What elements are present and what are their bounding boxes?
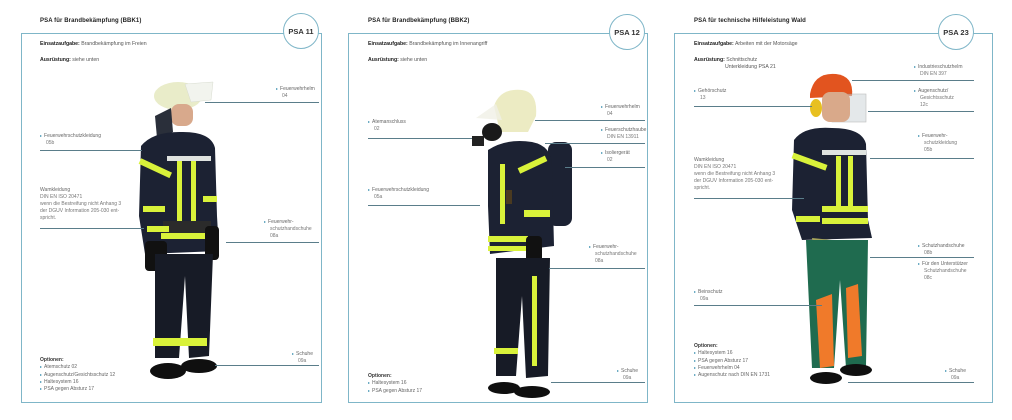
- leader-line: [549, 268, 645, 269]
- leader-line: [205, 102, 319, 103]
- label-augenschutz: ▸ Augenschutz/ Gesichtsschutz 12c: [914, 88, 954, 108]
- label-unterstuetzer-handschuhe: ▸ Für den Unterstützer Schutzhandschuhe 08c: [918, 261, 968, 281]
- bullet-icon: ▸: [368, 187, 371, 192]
- label-feuerwehrhelm: ▸ Feuerwehrhelm 04: [601, 104, 640, 117]
- label-warnkleidung: Wamkleidung DIN EN ISO 20471 wenn die Bestreifung nicht Anhang 3 der DGUV Information 205-030 ent- spricht.: [694, 157, 776, 191]
- options-list: Optionen: ▸ Atemschutz 02 ▸ Augenschutz/Gesichtsschutz 12 ▸ Haltesystem 16 ▸ PSA gegen Absturz 17: [40, 357, 116, 392]
- leader-line: [852, 80, 974, 81]
- bullet-icon: ▸: [601, 150, 604, 155]
- leader-line: [870, 158, 974, 159]
- option-item: ▸ PSA gegen Absturz 17: [368, 387, 423, 394]
- options-list: Optionen: ▸ Haltesystem 16 ▸ PSA gegen Absturz 17 ▸ Feuerwehrhelm 04 ▸ Augenschutz nach DIN EN 1731: [694, 343, 771, 378]
- bullet-icon: ▸: [601, 104, 604, 109]
- label-feuerwehrhelm: ▸ Feuerwehrhelm 04: [276, 86, 315, 99]
- forestry-worker-figure: [788, 70, 883, 392]
- bullet-icon: ▸: [914, 88, 917, 93]
- label-isoliergeraet: ▸ Isoliergerät 02: [601, 150, 630, 163]
- psa-badge: PSA 23: [938, 14, 974, 50]
- panel-1-title: PSA für Brandbekämpfung (BBK1): [40, 18, 142, 24]
- bullet-icon: ▸: [945, 368, 948, 373]
- panel-3-title: PSA für technische Hilfeleistung Wald: [694, 18, 806, 24]
- option-item: ▸ PSA gegen Absturz 17: [694, 357, 749, 364]
- psa-badge: PSA 11: [283, 13, 319, 49]
- leader-line: [215, 365, 319, 366]
- label-schuhe: ▸ Schuhe 09a: [292, 351, 313, 364]
- bullet-icon: ▸: [918, 261, 921, 266]
- label-feuerwehrschutzkleidung: ▸ Feuerwehr- schutzkleidung 05b: [918, 133, 958, 153]
- leader-line: [545, 143, 645, 144]
- option-item: ▸ Atemschutz 02: [40, 364, 78, 371]
- bullet-icon: ▸: [601, 127, 604, 132]
- option-item: ▸ Haltesystem 16: [368, 380, 407, 387]
- firefighter-bbk2-figure: [466, 86, 578, 398]
- leader-line: [868, 111, 974, 112]
- leader-line: [565, 167, 645, 168]
- bullet-icon: ▸: [264, 219, 267, 224]
- label-schutzhandschuhe: ▸ Feuerwehr- schutzhandschuhe 08a: [264, 219, 312, 239]
- label-schuhe: ▸ Schuhe 09a: [617, 368, 638, 381]
- bullet-icon: ▸: [292, 351, 295, 356]
- einsatzaufgabe: Einsatzaufgabe: Arbeiten mit der Motorsäge: [694, 41, 798, 47]
- panel-2-title: PSA für Brandbekämpfung (BBK2): [368, 18, 470, 24]
- leader-line: [870, 257, 974, 258]
- leader-line: [40, 228, 144, 229]
- bullet-icon: ▸: [918, 133, 921, 138]
- bullet-icon: ▸: [914, 64, 917, 69]
- leader-line: [694, 305, 822, 306]
- leader-line: [694, 106, 812, 107]
- leader-line: [368, 138, 472, 139]
- label-warnkleidung: Wamkleidung DIN EN ISO 20471 wenn die Bestreifung nicht Anhang 3 der DGUV Information 205-030 ent- spricht.: [40, 187, 122, 221]
- option-item: ▸ Haltesystem 16: [40, 378, 79, 385]
- ausruestung: Ausrüstung: Schnittschutz Unterkleidung PSA 21: [694, 57, 776, 71]
- option-item: ▸ PSA gegen Absturz 17: [40, 386, 95, 392]
- label-feuerwehrschutzkleidung: ▸ Feuerwehrschutzkleidung 05b: [40, 133, 101, 146]
- psa-badge: PSA 12: [609, 14, 645, 50]
- label-schutzhandschuhe: ▸ Feuerwehr- schutzhandschuhe 08a: [589, 244, 637, 264]
- firefighter-bbk1-figure: [133, 76, 238, 386]
- bullet-icon: ▸: [276, 86, 279, 91]
- ausruestung: Ausrüstung: siehe unten: [40, 57, 100, 63]
- bullet-icon: ▸: [694, 289, 697, 294]
- bullet-icon: ▸: [589, 244, 592, 249]
- label-schuhe: ▸ Schuhe 09a: [945, 368, 966, 381]
- ausruestung: Ausrüstung: siehe unten: [368, 57, 428, 63]
- option-item: ▸ Feuerwehrhelm 04: [694, 364, 740, 371]
- label-feuerschutzhaube: ▸ Feuerschutzhaube DIN EN 13911: [601, 127, 647, 140]
- leader-line: [551, 382, 645, 383]
- options-list: Optionen: ▸ Haltesystem 16 ▸ PSA gegen Absturz 17: [368, 373, 423, 394]
- leader-line: [40, 150, 142, 151]
- label-schutzhandschuhe: ▸ Schutzhandschuhe 08b: [918, 243, 965, 256]
- label-industrieschutzhelm: ▸ Industrieschutzhelm DIN EN 397: [914, 64, 963, 77]
- leader-line: [226, 242, 319, 243]
- leader-line: [694, 198, 804, 199]
- option-item: ▸ Haltesystem 16: [694, 350, 733, 357]
- einsatzaufgabe: Einsatzaufgabe: Brandbekämpfung im Innenangriff: [368, 41, 488, 47]
- bullet-icon: ▸: [40, 133, 43, 138]
- einsatzaufgabe: Einsatzaufgabe: Brandbekämpfung im Freien: [40, 41, 147, 47]
- leader-line: [535, 120, 645, 121]
- option-item: ▸ Augenschutz nach DIN EN 1731: [694, 372, 771, 378]
- leader-line: [848, 382, 974, 383]
- label-beinschutz: ▸ Beinschutz 09a: [694, 289, 723, 302]
- leader-line: [368, 205, 480, 206]
- bullet-icon: ▸: [617, 368, 620, 373]
- label-atemanschluss: ▸ Atemanschluss 02: [368, 119, 406, 132]
- label-feuerwehrschutzkleidung: ▸ Feuerwehrschutzkleidung 05a: [368, 187, 429, 200]
- label-gehoerschutz: ▸ Gehörschutz 13: [694, 88, 727, 101]
- bullet-icon: ▸: [918, 243, 921, 248]
- bullet-icon: ▸: [694, 88, 697, 93]
- bullet-icon: ▸: [368, 119, 371, 124]
- option-item: ▸ Augenschutz/Gesichtsschutz 12: [40, 371, 116, 378]
